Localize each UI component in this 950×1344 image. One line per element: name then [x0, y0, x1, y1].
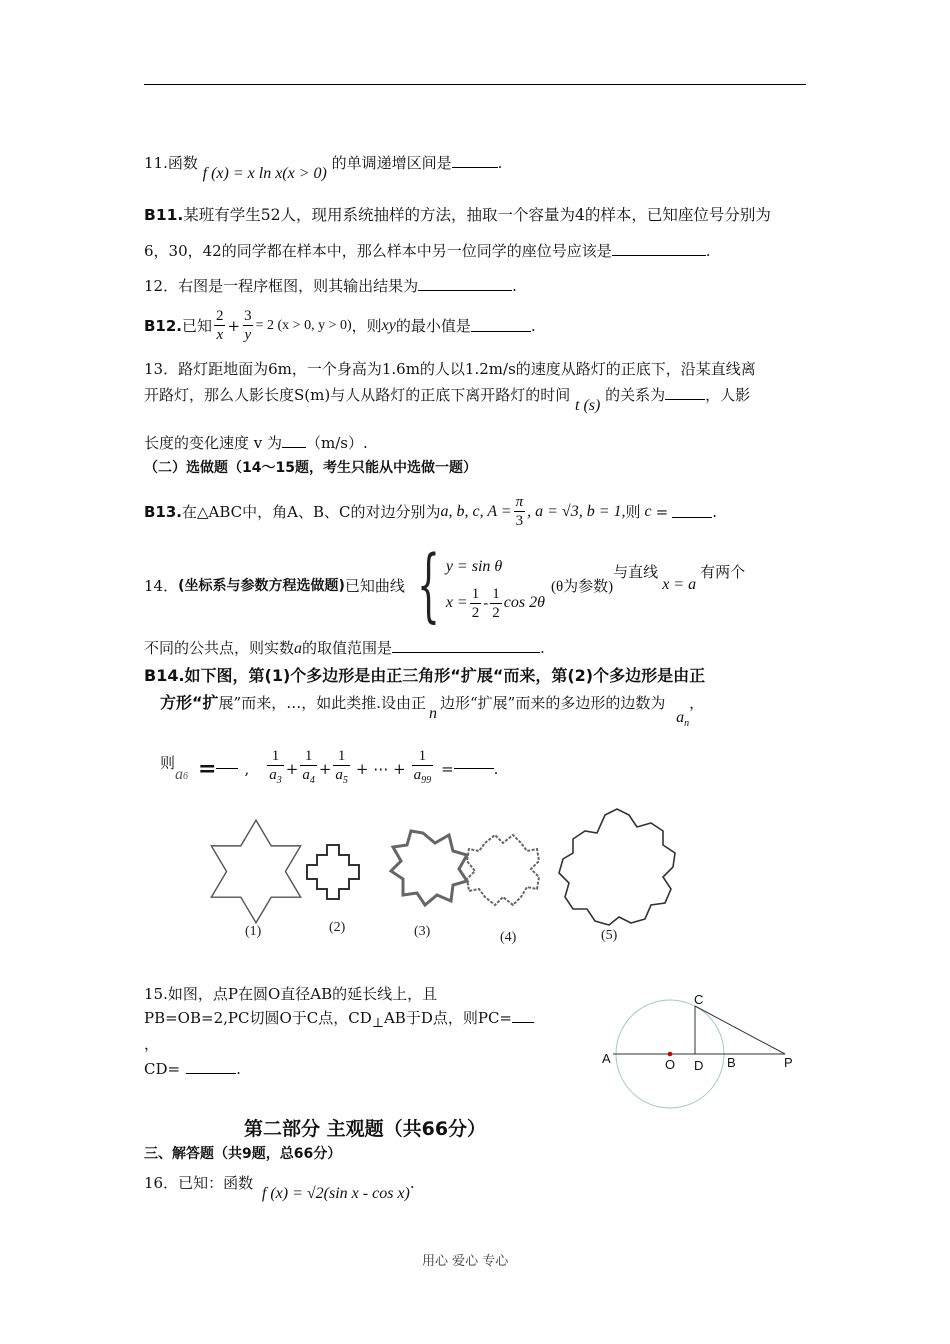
b12-frac-2-over-x: $\frac{2}{x}$	[216, 308, 224, 343]
q13-speed-blank	[282, 447, 306, 448]
question-15-line2: PB=OB=2,PC切圆O于C点，$CD_\perp AB$于D点，则PC=	[144, 1007, 534, 1031]
question-11: 11.函数 f (x) = x ln x(x > 0) 的单调递增区间是 .	[144, 154, 503, 182]
point-b-label: B	[727, 1055, 736, 1070]
question-b14-line2: 方形“扩展”而来，…，如此类推.设由正n边形“扩展”而来的多边形的边数为 $a_n$，	[160, 693, 705, 729]
b12-frac-3-over-y: $\frac{3}{y}$	[244, 308, 252, 343]
b12-answer-blank	[471, 331, 531, 332]
b11-answer-blank	[612, 255, 706, 256]
figure-label-3: (3)	[414, 924, 431, 939]
point-d-label: D	[694, 1058, 704, 1073]
question-b14: B14.如下图，第(1)个多边形是由正三角形“扩展“而来，第(2)个多边形是由正	[144, 666, 706, 685]
point-c-label: C	[694, 992, 704, 1007]
question-b11: B11.某班有学生52人，现用系统抽样的方法，抽取一个容量为4的样本，已知座位号分别为	[144, 206, 771, 224]
header-rule	[144, 84, 806, 85]
q11-answer-blank	[452, 167, 498, 168]
question-12: 12．右图是一程序框图，则其输出结果为 .	[144, 277, 517, 295]
question-13: 13．路灯距地面为6m，一个身高为1.6m的人以1.2m/s的速度从路灯的正底下，沿某直线离	[144, 360, 756, 378]
b13-answer-blank	[672, 517, 712, 518]
figure-label-1: (1)	[245, 924, 262, 939]
figure-label-2: (2)	[329, 920, 346, 935]
question-14: 14． (坐标系与参数方程选做题) 已知曲线 { y = sin θ x = $\frac{1}{2}$ - $\frac{1}{2}$ cos 2θ (θ为参数) 与直线 x = a 有两个	[144, 538, 746, 631]
section-optional-title: （二）选做题（14～15题，考生只能从中选做一题）	[144, 460, 477, 476]
circle-tangent-diagram	[595, 988, 815, 1113]
question-b12: B12. 已知 $\frac{2}{x}$ + $\frac{3}{y}$ = 2 (x > 0, y > 0) ，则 xy 的最小值是 .	[144, 308, 536, 343]
polygon-figure-2	[307, 845, 359, 899]
q15-cd-blank	[186, 1073, 236, 1074]
figure-label-4: (4)	[500, 930, 517, 945]
figure-label-5: (5)	[601, 928, 618, 943]
question-b14-line3: 则 a $_6$ = , $\frac{1}{a_3}$ + $\frac{1}{a_4}$ + $\frac{1}{a_5}$ + ⋯ + $\frac{1}{a_{99}}$ = .	[160, 747, 498, 790]
question-15: 15.如图，点P在圆O直径AB的延长线上，且	[144, 985, 438, 1003]
question-15-cd: CD= .	[144, 1060, 241, 1078]
b14-a6-blank	[216, 768, 238, 769]
question-15-comma: ，	[144, 1035, 160, 1053]
question-14-line2: 不同的公共点，则实数a的取值范围是 .	[144, 639, 545, 657]
q14-curve-system: { y = sin θ x = $\frac{1}{2}$ - $\frac{1}{2}$ cos 2θ	[416, 538, 545, 631]
center-dot	[668, 1052, 673, 1057]
point-a-label: A	[602, 1051, 611, 1066]
part2-title: 第二部分 主观题（共66分）	[244, 1118, 487, 1140]
polygon-figure-1	[211, 820, 300, 923]
section3-title: 三、解答题（共9题，总66分）	[144, 1146, 342, 1162]
tangent-cp	[695, 1006, 785, 1054]
b14-sum-blank	[454, 768, 494, 769]
q14-answer-blank	[392, 652, 540, 653]
q15-pc-blank	[512, 1022, 534, 1023]
polygon-figure-4	[467, 835, 539, 905]
q13-relation-blank	[665, 399, 705, 400]
polygon-figure-5	[559, 809, 675, 925]
question-13-line3: 长度的变化速度 v 为 （m/s）.	[144, 434, 368, 452]
question-16: 16．已知：函数 f (x) = √2(sin x - cos x).	[144, 1174, 415, 1202]
page-footer: 用心 爱心 专心	[422, 1254, 509, 1269]
b13-pi-over-3: $\frac{\pi}{3}$	[515, 494, 524, 529]
point-p-label: P	[784, 1055, 793, 1070]
question-b11-line2: 6，30，42的同学都在样本中，那么样本中另一位同学的座位号应该是 .	[144, 242, 711, 260]
polygon-figure-3	[391, 831, 467, 905]
q12-answer-blank	[418, 290, 512, 291]
polygon-expansion-figures	[205, 805, 685, 955]
question-b13: B13. 在△ABC中，角A、B、C的对边分别为 a, b, c, A = $\frac{\pi}{3}$ , a = √3, b = 1, 则 c = .	[144, 494, 717, 529]
q11-function: f (x) = x ln x(x > 0)	[202, 165, 327, 182]
point-o-label: O	[665, 1057, 676, 1072]
question-13-line2: 开路灯，那么人影长度S(m)与人从路灯的正底下离开路灯的时间 t (s) 的关系为 ，人影	[144, 386, 751, 414]
